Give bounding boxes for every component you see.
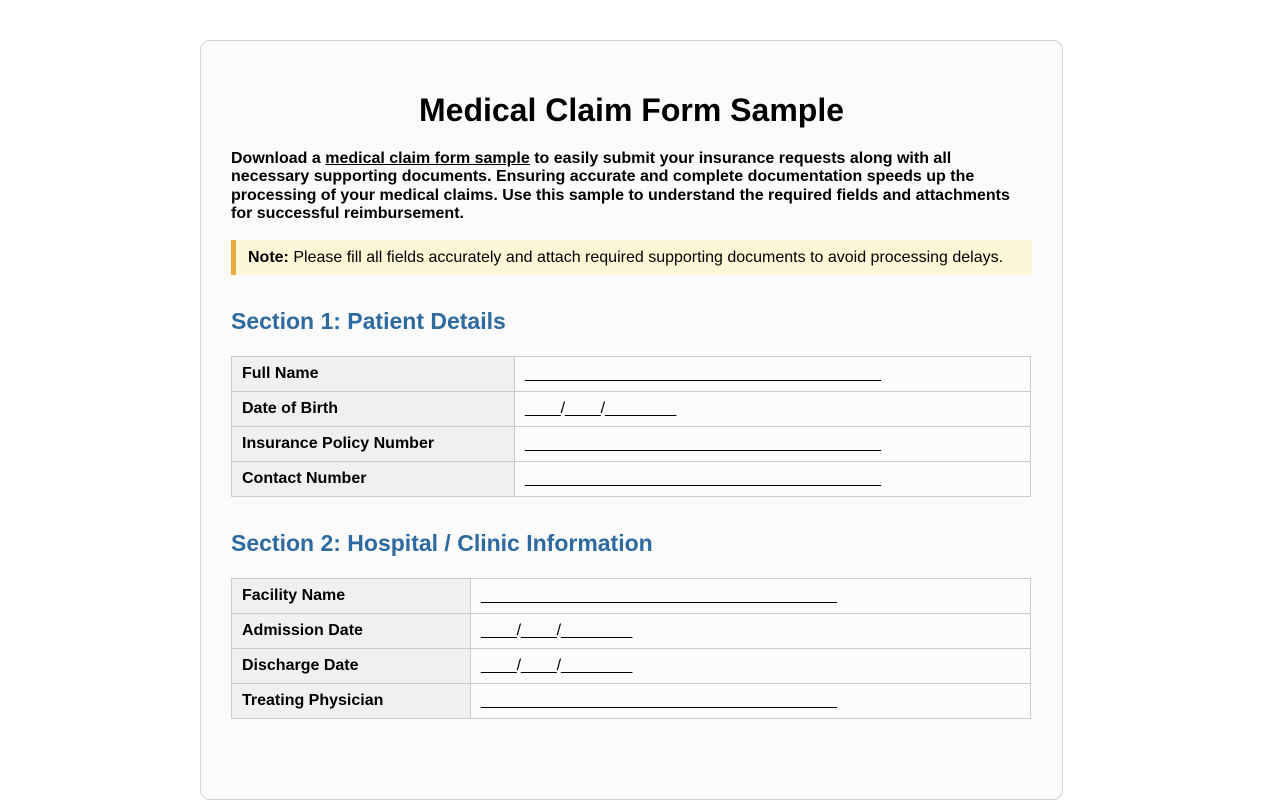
- note-box: [231, 240, 1032, 275]
- field-value-full-name: ________________________________________: [515, 356, 1031, 391]
- field-label-date-of-birth: Date of Birth: [232, 391, 515, 426]
- table-row: [232, 461, 1031, 496]
- medical-claim-form-sample-link[interactable]: medical claim form sample: [325, 150, 530, 167]
- field-value-date-of-birth: ____/____/________: [515, 391, 1031, 426]
- field-label-admission-date: Admission Date: [232, 613, 471, 648]
- hospital-clinic-table: [231, 578, 1031, 719]
- intro-text-after: to easily submit your insurance requests along with all necessary supporting documents. Ensuring accurate and complete documentation speeds up the processing of your medical claims. Use this sample to understand the required fields and attachments for successful reimbursement.: [231, 150, 1010, 223]
- field-value-facility-name: ________________________________________: [471, 578, 1031, 613]
- intro-paragraph: [231, 150, 1032, 224]
- section-2-heading: Section 2: Hospital / Clinic Information: [231, 529, 653, 556]
- note-label: Note:: [248, 248, 289, 266]
- table-row: [232, 578, 1031, 613]
- intro-text-before: Download a: [231, 150, 326, 167]
- field-label-facility-name: Facility Name: [232, 578, 471, 613]
- table-row: [232, 613, 1031, 648]
- table-row: [232, 648, 1031, 683]
- table-row: [232, 426, 1031, 461]
- form-card: [200, 40, 1063, 800]
- field-label-insurance-policy-number: Insurance Policy Number: [232, 426, 515, 461]
- field-label-treating-physician: Treating Physician: [232, 683, 471, 718]
- field-value-treating-physician: ________________________________________: [471, 683, 1031, 718]
- field-value-admission-date: ____/____/________: [471, 613, 1031, 648]
- page-title: Medical Claim Form Sample: [418, 92, 844, 128]
- field-value-discharge-date: ____/____/________: [471, 648, 1031, 683]
- field-value-contact-number: ________________________________________: [515, 461, 1031, 496]
- patient-details-table: [231, 356, 1031, 497]
- table-row: [232, 683, 1031, 718]
- field-label-contact-number: Contact Number: [232, 461, 515, 496]
- field-value-insurance-policy-number: ________________________________________: [515, 426, 1031, 461]
- field-label-full-name: Full Name: [232, 356, 515, 391]
- table-row: [232, 356, 1031, 391]
- section-1-heading: Section 1: Patient Details: [231, 307, 506, 334]
- table-row: [232, 391, 1031, 426]
- note-text: Please fill all fields accurately and attach required supporting documents to avoid processing delays.: [288, 248, 1004, 266]
- field-label-discharge-date: Discharge Date: [232, 648, 471, 683]
